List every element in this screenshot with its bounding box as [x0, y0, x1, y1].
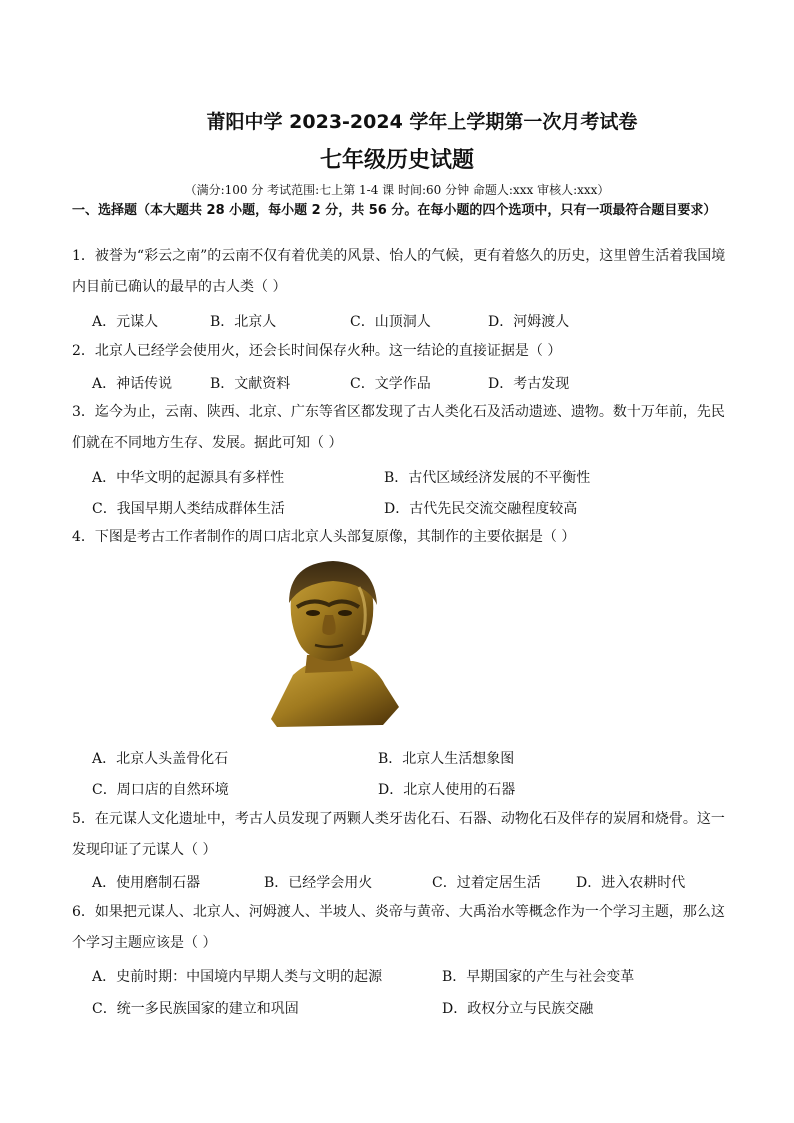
option-a: A．神话传说: [92, 376, 173, 392]
question-4-options-row-1: [92, 748, 732, 774]
option-b: B．早期国家的产生与社会变革: [442, 969, 635, 985]
section-heading: 一、选择题（本大题共 28 小题，每小题 2 分，共 56 分。在每小题的四个选项中，只有一项最符合题目要求）: [72, 203, 717, 218]
option-b: B．文献资料: [210, 376, 291, 392]
question-6-line-2: 个学习主题应该是（ ）: [72, 935, 217, 951]
option-c: C．我国早期人类结成群体生活: [92, 501, 285, 517]
question-4-options-row-2: [92, 779, 732, 805]
option-d: D．考古发现: [488, 376, 570, 392]
option-b: B．北京人生活想象图: [378, 751, 515, 767]
option-d: D．古代先民交流交融程度较高: [384, 501, 578, 517]
option-a: A．元谋人: [92, 314, 159, 330]
question-1-line-2: 内目前已确认的最早的古人类（ ）: [72, 279, 287, 295]
option-c: C．文学作品: [350, 376, 431, 392]
exam-subtitle: 七年级历史试题: [319, 148, 474, 173]
option-d: D．北京人使用的石器: [378, 782, 516, 798]
option-b: B．已经学会用火: [264, 875, 373, 891]
option-b: B．北京人: [210, 314, 277, 330]
option-c: C．山顶洞人: [350, 314, 431, 330]
question-5-line-2: 发现印证了元谋人（ ）: [72, 842, 217, 858]
peking-man-bust-figure: [263, 557, 403, 727]
option-c: C．统一多民族国家的建立和巩固: [92, 1001, 299, 1017]
question-6-options-row-2: [92, 998, 732, 1024]
option-d: D．进入农耕时代: [576, 875, 686, 891]
question-1-options: [92, 311, 732, 337]
question-5-options: [92, 872, 732, 898]
question-5-line-1: 5．在元谋人文化遗址中，考古人员发现了两颗人类牙齿化石、石器、动物化石及伴存的炭屑和烧骨。这一: [72, 811, 725, 827]
option-a: A．史前时期：中国境内早期人类与文明的起源: [92, 969, 383, 985]
question-6-line-1: 6．如果把元谋人、北京人、河姆渡人、半坡人、炎帝与黄帝、大禹治水等概念作为一个学习主题，那么这: [72, 904, 725, 920]
exam-info: （满分:100 分 考试范围:七上第 1-4 课 时间:60 分钟 命题人:xxx 审核人:xxx）: [184, 183, 610, 197]
question-2-line-1: 2．北京人已经学会使用火，还会长时间保存火种。这一结论的直接证据是（ ）: [72, 343, 562, 359]
option-c: C．过着定居生活: [432, 875, 541, 891]
question-2-options: [92, 373, 732, 399]
option-c: C．周口店的自然环境: [92, 782, 229, 798]
question-4-line-1: 4．下图是考古工作者制作的周口店北京人头部复原像，其制作的主要依据是（ ）: [72, 529, 576, 545]
question-6-options-row-1: [92, 966, 732, 992]
option-d: D．河姆渡人: [488, 314, 570, 330]
option-a: A．北京人头盖骨化石: [92, 751, 229, 767]
question-3-line-1: 3．迄今为止，云南、陕西、北京、广东等省区都发现了古人类化石及活动遗迹、遗物。数十万年前，先民: [72, 404, 725, 420]
option-b: B．古代区域经济发展的不平衡性: [384, 470, 591, 486]
question-1-line-1: 1．被誉为“彩云之南”的云南不仅有着优美的风景、怡人的气候，更有着悠久的历史，这里曾生活着我国境: [72, 248, 726, 264]
question-3-options-row-1: [92, 467, 732, 493]
exam-title: 莆阳中学 2023-2024 学年上学期第一次月考试卷: [206, 111, 638, 133]
option-a: A．中华文明的起源具有多样性: [92, 470, 285, 486]
option-d: D．政权分立与民族交融: [442, 1001, 594, 1017]
question-3-options-row-2: [92, 498, 732, 524]
question-3-line-2: 们就在不同地方生存、发展。据此可知（ ）: [72, 435, 343, 451]
option-a: A．使用磨制石器: [92, 875, 201, 891]
